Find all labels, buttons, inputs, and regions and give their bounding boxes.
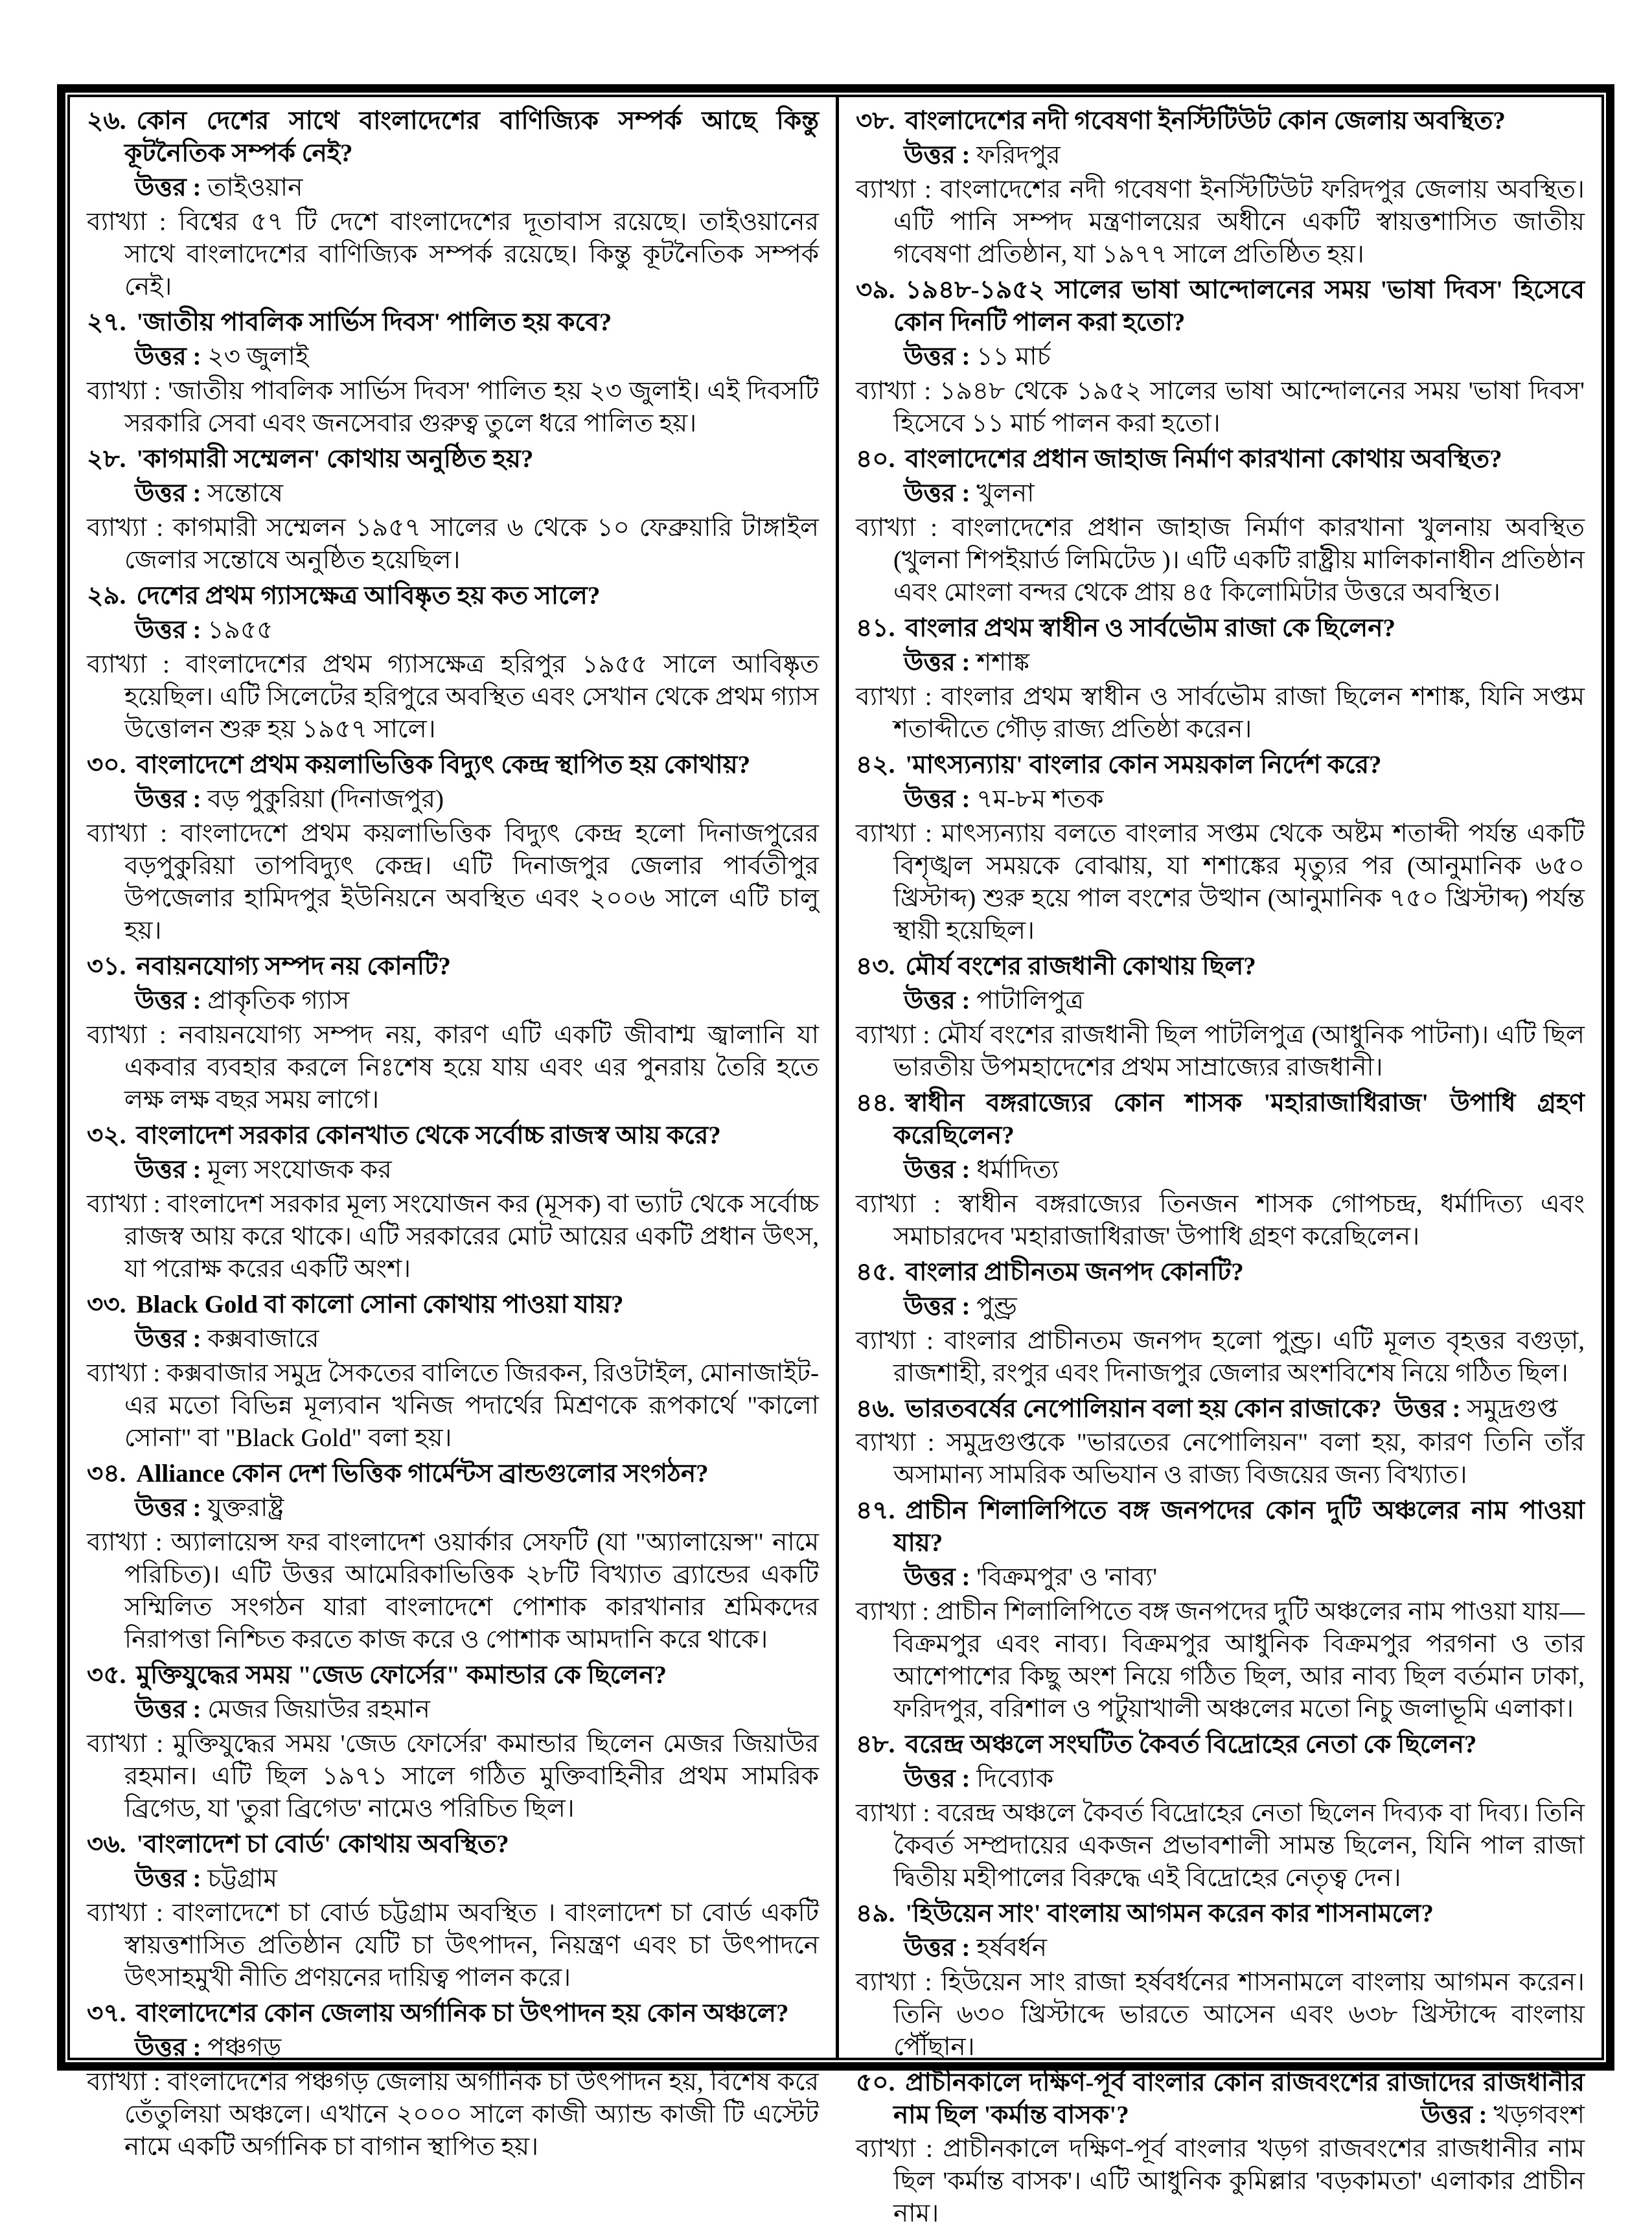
qa-item <box>856 274 1585 440</box>
explanation-line <box>87 2066 819 2163</box>
answer-label: উত্তর : <box>135 343 201 371</box>
answer-text: দিব্যোক <box>976 1765 1054 1793</box>
question-number: ৪৯. <box>856 1900 895 1927</box>
question-line <box>856 274 1585 339</box>
question-number: ৪৪. <box>856 1089 895 1117</box>
question-number: ৪০. <box>856 445 895 473</box>
answer-line <box>904 477 1585 510</box>
answer-inline <box>1394 1395 1557 1423</box>
explanation-line <box>87 1019 819 1116</box>
explanation-label: ব্যাখ্যা : <box>856 514 937 542</box>
answer-text: ফরিদপুর <box>976 141 1061 169</box>
explanation-text: ১৯৪৮ থেকে ১৯৫২ সালের ভাষা আন্দোলনের সময় 'ভাষা দিবস' হিসেবে ১১ মার্চ পালন করা হতো। <box>893 377 1585 437</box>
question-number: ৩১. <box>87 952 126 980</box>
qa-item <box>87 1659 819 1825</box>
explanation-text: বাংলাদেশের নদী গবেষণা ইনস্টিটিউট ফরিদপুর জেলায় অবস্থিত। এটি পানি সম্পদ মন্ত্রণালয়ের অধীনে একটি স্বায়ত্তশাসিত জাতীয় গবেষণা প্রতিষ্ঠান, যা ১৯৭৭ সালে প্রতিষ্ঠিত হয়। <box>893 176 1585 268</box>
explanation-line <box>87 818 819 947</box>
explanation-label: ব্যাখ্যা : <box>87 650 170 678</box>
question-text: বাংলাদেশের নদী গবেষণা ইনস্টিটিউট কোন জেলায় অবস্থিত? <box>905 107 1506 135</box>
answer-label: উত্তর : <box>135 1494 201 1522</box>
qa-item <box>87 950 819 1116</box>
answer-label: উত্তর : <box>904 479 970 507</box>
qa-item <box>87 1289 819 1454</box>
question-number: ৪৫. <box>856 1258 895 1286</box>
question-line <box>856 1729 1585 1761</box>
question-line <box>87 580 819 612</box>
question-text: 'বাংলাদেশ চা বোর্ড' কোথায় অবস্থিত? <box>136 1830 509 1858</box>
explanation-line <box>856 1325 1585 1390</box>
answer-text: ১১ মার্চ <box>976 343 1051 371</box>
explanation-line <box>87 1357 819 1454</box>
explanation-text: স্বাধীন বঙ্গরাজ্যের তিনজন শাসক গোপচন্দ্র, ধর্মাদিত্য এবং সমাচারদেব 'মহারাজাধিরাজ' উপাধি গ্রহণ করেছিলেন। <box>893 1190 1585 1250</box>
answer-line <box>135 985 819 1017</box>
answer-label: উত্তর : <box>135 174 201 201</box>
explanation-line <box>856 681 1585 746</box>
explanation-label: ব্যাখ্যা : <box>87 377 161 405</box>
answer-label: উত্তর : <box>135 1695 201 1723</box>
answer-line <box>904 783 1585 816</box>
answer-text: বড় পুকুরিয়া (দিনাজপুর) <box>207 785 444 813</box>
explanation-line <box>87 1526 819 1656</box>
explanation-label: ব্যাখ্যা : <box>856 683 932 711</box>
answer-label: উত্তর : <box>135 785 201 813</box>
answer-text: হর্ষবর্ধন <box>976 1934 1048 1962</box>
qa-item <box>87 1997 819 2163</box>
answer-label: উত্তর : <box>904 1765 970 1793</box>
explanation-text: মৌর্য বংশের রাজধানী ছিল পাটলিপুত্র (আধুনিক পাটনা)। এটি ছিল ভারতীয় উপমহাদেশের প্রথম সাম্রাজ্যের রাজধানী। <box>893 1021 1585 1081</box>
answer-text: ধর্মাদিত্য <box>976 1156 1059 1184</box>
explanation-label: ব্যাখ্যা : <box>856 2135 933 2163</box>
answer-text: ২৩ জুলাই <box>207 343 309 371</box>
page-border-frame <box>57 84 1614 2227</box>
column-right <box>836 97 1601 2227</box>
answer-label: উত্তর : <box>135 2034 201 2062</box>
explanation-line <box>856 512 1585 609</box>
question-text: 'মাৎস্যন্যায়' বাংলার কোন সময়কাল নির্দেশ করে? <box>905 751 1382 779</box>
question-line <box>87 1120 819 1152</box>
answer-text: যুক্তরাষ্ট্র <box>207 1494 284 1522</box>
question-line <box>856 749 1585 781</box>
question-line <box>856 2067 1585 2132</box>
question-text: বাংলাদেশ সরকার কোনখাত থেকে সর্বোচ্চ রাজস্ব আয় করে? <box>136 1121 721 1149</box>
explanation-line <box>87 375 819 440</box>
answer-line <box>135 1694 819 1726</box>
question-number: ৪৮. <box>856 1730 895 1758</box>
answer-label: উত্তর : <box>135 987 201 1015</box>
answer-text: মেজর জিয়াউর রহমান <box>207 1695 430 1723</box>
answer-line <box>135 2032 819 2064</box>
question-line <box>87 1458 819 1490</box>
explanation-text: কাগমারী সম্মেলন ১৯৫৭ সালের ৬ থেকে ১০ ফেব্রুয়ারি টাঙ্গাইল জেলার সন্তোষে অনুষ্ঠিত হয়েছিল। <box>124 514 819 574</box>
answer-text: পাটালিপুত্র <box>976 987 1084 1015</box>
answer-label: উত্তর : <box>904 987 970 1015</box>
question-line <box>856 612 1585 645</box>
answer-label: উত্তর : <box>904 141 970 169</box>
qa-item <box>87 443 819 577</box>
answer-text: ৭ম-৮ম শতক <box>976 785 1104 813</box>
answer-text: সমুদ্রগুপ্ত <box>1467 1395 1558 1423</box>
question-text: Black Gold বা কালো সোনা কোথায় পাওয়া যায়? <box>136 1291 624 1318</box>
answer-text: প্রাকৃতিক গ্যাস <box>207 987 350 1015</box>
answer-line <box>904 1291 1585 1323</box>
explanation-line <box>87 512 819 577</box>
explanation-text: বাংলাদেশে চা বোর্ড চট্টগ্রাম অবস্থিত । বাংলাদেশ চা বোর্ড একটি স্বায়ত্তশাসিত প্রতিষ্ঠান যেটি চা উৎপাদন, নিয়ন্ত্রণ এবং চা উৎপাদনে উৎসাহমুখী নীতি প্রণয়নের দায়িত্ব পালন করে। <box>124 1899 819 1992</box>
answer-line <box>904 341 1585 373</box>
question-line <box>87 1289 819 1321</box>
qa-item <box>856 1087 1585 1253</box>
explanation-text: বাংলাদেশের পঞ্চগড় জেলায় অর্গানিক চা উৎপাদন হয়, বিশেষ করে তেঁতুলিয়া অঞ্চলে। এখানে ২০০০ সালে কাজী অ্যান্ড কাজী টি এস্টেট নামে একটি অর্গানিক চা বাগান স্থাপিত হয়। <box>124 2068 819 2161</box>
qa-item <box>87 105 819 303</box>
answer-label: উত্তর : <box>1421 2101 1487 2129</box>
question-number: ২৭. <box>87 308 126 336</box>
qa-item <box>87 306 819 440</box>
question-number: ৩০. <box>87 751 126 779</box>
explanation-label: ব্যাখ্যা : <box>87 1021 166 1049</box>
page-inner-frame <box>67 95 1604 2227</box>
answer-line <box>135 1492 819 1524</box>
explanation-text: নবায়নযোগ্য সম্পদ নয়, কারণ এটি একটি জীবাশ্ম জ্বালানি যা একবার ব্যবহার করলে নিঃশেষ হয়ে যায় এবং এর পুনরায় তৈরি হতে লক্ষ লক্ষ বছর সময় লাগে। <box>124 1021 819 1114</box>
answer-line <box>904 139 1585 172</box>
question-text: দেশের প্রথম গ্যাসক্ষেত্র আবিষ্কৃত হয় কত সালে? <box>136 582 601 610</box>
answer-line <box>135 1154 819 1186</box>
answer-line <box>135 1323 819 1355</box>
qa-item <box>856 950 1585 1084</box>
question-line <box>856 1393 1585 1425</box>
explanation-line <box>87 206 819 303</box>
explanation-label: ব্যাখ্যা : <box>87 1730 164 1758</box>
explanation-label: ব্যাখ্যা : <box>87 1899 163 1927</box>
question-number: ৪১. <box>856 614 895 642</box>
answer-line <box>135 477 819 510</box>
explanation-text: হিউয়েন সাং রাজা হর্ষবর্ধনের শাসনামলে বাংলায় আগমন করেন। তিনি ৬৩০ খ্রিস্টাব্দে ভারতে আসেন এবং ৬৩৮ খ্রিস্টাব্দে বাংলায় পৌঁছান। <box>893 1968 1585 2061</box>
question-line <box>87 749 819 781</box>
qa-item <box>87 580 819 746</box>
question-number: ৩২. <box>87 1121 126 1149</box>
question-text: Alliance কোন দেশ ভিত্তিক গার্মেন্টস ব্রান্ডগুলোর সংগঠন? <box>136 1460 709 1488</box>
explanation-label: ব্যাখ্যা : <box>87 1528 163 1556</box>
question-number: ৩৭. <box>87 1999 126 2027</box>
answer-right <box>1421 2099 1585 2132</box>
answer-label: উত্তর : <box>904 649 970 676</box>
answer-line <box>135 172 819 204</box>
explanation-label: ব্যাখ্যা : <box>856 377 932 405</box>
question-line <box>856 1256 1585 1289</box>
answer-text: খড়গবংশ <box>1493 2101 1585 2129</box>
explanation-text: বাংলাদেশের প্রথম গ্যাসক্ষেত্র হরিপুর ১৯৫৫ সালে আবিষ্কৃত হয়েছিল। এটি সিলেটের হরিপুরে অবস্থিত এবং সেখান থেকে প্রথম গ্যাস উত্তোলন শুরু হয় ১৯৫৭ সালে। <box>124 650 819 743</box>
explanation-label: ব্যাখ্যা : <box>87 514 164 542</box>
question-line <box>856 1898 1585 1930</box>
explanation-label: ব্যাখ্যা : <box>87 208 166 236</box>
answer-line <box>904 985 1585 1017</box>
question-line <box>87 950 819 983</box>
answer-line <box>904 647 1585 679</box>
qa-item <box>856 2067 1585 2230</box>
question-line <box>87 443 819 476</box>
answer-line <box>904 1154 1585 1186</box>
qa-item <box>856 1729 1585 1894</box>
column-left <box>70 97 836 2161</box>
qa-item <box>856 1393 1585 1491</box>
question-text: বাংলাদেশে প্রথম কয়লাভিত্তিক বিদ্যুৎ কেন্দ্র স্থাপিত হয় কোথায়? <box>136 751 751 779</box>
explanation-line <box>856 1019 1585 1084</box>
answer-text: পুণ্ড্র <box>976 1293 1017 1320</box>
two-column-layout <box>70 97 1601 2227</box>
question-number: ৩৫. <box>87 1661 126 1689</box>
explanation-text: বাংলার প্রথম স্বাধীন ও সার্বভৌম রাজা ছিলেন শশাঙ্ক, যিনি সপ্তম শতাব্দীতে গৌড় রাজ্য প্রতিষ্ঠা করেন। <box>893 683 1585 743</box>
qa-item <box>856 749 1585 947</box>
explanation-line <box>856 1427 1585 1491</box>
question-number: ৪৩. <box>856 952 895 980</box>
question-number: ৪২. <box>856 751 895 779</box>
answer-line <box>904 1932 1585 1964</box>
question-number: ৪৬. <box>856 1395 895 1423</box>
explanation-text: প্রাচীনকালে দক্ষিণ-পূর্ব বাংলার খড়গ রাজবংশের রাজধানীর নাম ছিল 'কর্মান্ত বাসক'। এটি আধুনিক কুমিল্লার 'বড়কামতা' এলাকার প্রাচীন নাম। <box>893 2135 1585 2227</box>
qa-item <box>87 1120 819 1285</box>
explanation-label: ব্যাখ্যা : <box>856 1429 935 1456</box>
qa-item <box>87 749 819 947</box>
explanation-line <box>856 1966 1585 2063</box>
explanation-line <box>856 375 1585 440</box>
explanation-line <box>856 1797 1585 1894</box>
answer-label: উত্তর : <box>904 1934 970 1962</box>
explanation-text: সমুদ্রগুপ্তকে "ভারতের নেপোলিয়ন" বলা হয়, কারণ তিনি তাঁর অসামান্য সামরিক অভিযান ও রাজ্য বিজয়ের জন্য বিখ্যাত। <box>893 1429 1585 1489</box>
explanation-text: বাংলাদেশে প্রথম কয়লাভিত্তিক বিদ্যুৎ কেন্দ্র হলো দিনাজপুরের বড়পুকুরিয়া তাপবিদ্যুৎ কেন্দ্র। এটি দিনাজপুর জেলার পার্বতীপুর উপজেলার হামিদপুর ইউনিয়নে অবস্থিত এবং ২০০৬ সালে এটি চালু হয়। <box>124 820 819 945</box>
question-text: মৌর্য বংশের রাজধানী কোথায় ছিল? <box>905 952 1256 980</box>
explanation-text: বাংলাদেশ সরকার মূল্য সংযোজন কর (মূসক) বা ভ্যাট থেকে সর্বোচ্চ রাজস্ব আয় করে থাকে। এটি সরকারের মোট আয়ের একটি প্রধান উৎস, যা পরোক্ষ করের একটি অংশ। <box>124 1190 820 1283</box>
question-number: ৫০. <box>856 2069 895 2097</box>
qa-item <box>856 1495 1585 1725</box>
question-number: ৩৩. <box>87 1291 126 1318</box>
answer-text: কক্সবাজারে <box>207 1325 319 1353</box>
answer-line <box>904 1561 1585 1594</box>
explanation-text: মুক্তিযুদ্ধের সময় 'জেড ফোর্সের' কমান্ডার ছিলেন মেজর জিয়াউর রহমান। এটি ছিল ১৯৭১ সালে গঠিত মুক্তিবাহিনীর প্রথম সামরিক ব্রিগেড, যা 'তুরা ব্রিগেড' নামেও পরিচিত ছিল। <box>124 1730 820 1822</box>
question-line <box>87 1659 819 1692</box>
explanation-label: ব্যাখ্যা : <box>856 1021 930 1049</box>
explanation-label: ব্যাখ্যা : <box>87 1190 161 1218</box>
question-text: প্রাচীনকালে দক্ষিণ-পূর্ব বাংলার কোন রাজবংশের রাজাদের রাজধানীর নাম ছিল 'কর্মান্ত বাসক'? <box>893 2069 1585 2129</box>
answer-label: উত্তর : <box>135 1325 201 1353</box>
explanation-label: ব্যাখ্যা : <box>87 1359 161 1387</box>
question-number: ২৬. <box>87 107 126 135</box>
question-text: বাংলাদেশের প্রধান জাহাজ নির্মাণ কারখানা কোথায় অবস্থিত? <box>905 445 1502 473</box>
explanation-label: ব্যাখ্যা : <box>856 1598 930 1626</box>
question-text: বাংলার প্রাচীনতম জনপদ কোনটি? <box>905 1258 1244 1286</box>
answer-text: চট্টগ্রাম <box>207 1865 278 1892</box>
answer-text: তাইওয়ান <box>207 174 303 201</box>
answer-line <box>135 341 819 373</box>
question-text: ভারতবর্ষের নেপোলিয়ান বলা হয় কোন রাজাকে? <box>905 1395 1382 1423</box>
explanation-text: মাৎস্যন্যায় বলতে বাংলার সপ্তম থেকে অষ্টম শতাব্দী পর্যন্ত একটি বিশৃঙ্খল সময়কে বোঝায়, যা শশাঙ্কের মৃত্যুর পর (আনুমানিক ৬৫০ খ্রিস্টাব্দ) শুরু হয়ে পাল বংশের উত্থান (আনুমানিক ৭৫০ খ্রিস্টাব্দ) পর্যন্ত স্থায়ী হয়েছিল। <box>893 820 1585 945</box>
question-line <box>87 105 819 170</box>
question-line <box>87 1997 819 2030</box>
question-text: নবায়নযোগ্য সম্পদ নয় কোনটি? <box>136 952 451 980</box>
question-text: স্বাধীন বঙ্গরাজ্যের কোন শাসক 'মহারাজাধিরাজ' উপাধি গ্রহণ করেছিলেন? <box>893 1089 1585 1149</box>
question-number: ২৯. <box>87 582 126 610</box>
qa-item <box>87 1828 819 1994</box>
answer-label: উত্তর : <box>904 1156 970 1184</box>
question-text: প্রাচীন শিলালিপিতে বঙ্গ জনপদের কোন দুটি অঞ্চলের নাম পাওয়া যায়? <box>893 1497 1585 1557</box>
question-line <box>87 1828 819 1861</box>
answer-text: খুলনা <box>976 479 1035 507</box>
question-text: 'কাগমারী সম্মেলন' কোথায় অনুষ্ঠিত হয়? <box>136 445 534 473</box>
explanation-text: বাংলাদেশের প্রধান জাহাজ নির্মাণ কারখানা খুলনায় অবস্থিত (খুলনা শিপইয়ার্ড লিমিটেড )। এটি একটি রাষ্ট্রীয় মালিকানাধীন প্রতিষ্ঠান এবং মোংলা বন্দর থেকে প্রায় ৪৫ কিলোমিটার উত্তরে অবস্থিত। <box>893 514 1585 606</box>
explanation-line <box>856 2133 1585 2230</box>
explanation-label: ব্যাখ্যা : <box>856 820 932 847</box>
question-text: মুক্তিযুদ্ধের সময় "জেড ফোর্সের" কমান্ডার কে ছিলেন? <box>136 1661 667 1689</box>
answer-text: পঞ্চগড় <box>207 2034 282 2062</box>
question-text: বাংলাদেশের কোন জেলায় অর্গানিক চা উৎপাদন হয় কোন অঞ্চলে? <box>136 1999 789 2027</box>
answer-line <box>135 783 819 816</box>
question-number: ৩৪. <box>87 1460 126 1488</box>
question-line <box>856 443 1585 476</box>
answer-line <box>904 1763 1585 1795</box>
question-line <box>87 306 819 339</box>
qa-item <box>856 612 1585 746</box>
qa-item <box>856 443 1585 609</box>
explanation-text: অ্যালায়েন্স ফর বাংলাদেশ ওয়ার্কার সেফটি (যা "অ্যালায়েন্স" নামে পরিচিত)। এটি উত্তর আমেরিকাভিত্তিক ২৮টি বিখ্যাত ব্র্যান্ডের একটি সম্মিলিত সংগঠন যারা বাংলাদেশে পোশাক কারখানার শ্রমিকদের নিরাপত্তা নিশ্চিত করতে কাজ করে ও পোশাক আমদানি করে থাকে। <box>124 1528 819 1653</box>
explanation-line <box>87 649 819 746</box>
question-text: ১৯৪৮-১৯৫২ সালের ভাষা আন্দোলনের সময় 'ভাষা দিবস' হিসেবে কোন দিনটি পালন করা হতো? <box>893 276 1585 336</box>
answer-label: উত্তর : <box>904 343 970 371</box>
answer-label: উত্তর : <box>135 1156 201 1184</box>
answer-label: উত্তর : <box>135 1865 201 1892</box>
question-text: 'হিউয়েন সাং' বাংলায় আগমন করেন কার শাসনামলে? <box>905 1900 1434 1927</box>
question-text: বরেন্দ্র অঞ্চলে সংঘটিত কৈবর্ত বিদ্রোহের নেতা কে ছিলেন? <box>905 1730 1477 1758</box>
qa-item <box>856 105 1585 271</box>
answer-label: উত্তর : <box>135 616 201 644</box>
answer-text: মূল্য সংযোজক কর <box>207 1156 392 1184</box>
explanation-line <box>87 1188 819 1285</box>
answer-label: উত্তর : <box>904 785 970 813</box>
question-number: ৪৭. <box>856 1497 895 1524</box>
answer-line <box>135 1863 819 1895</box>
explanation-text: প্রাচীন শিলালিপিতে বঙ্গ জনপদের দুটি অঞ্চলের নাম পাওয়া যায়— বিক্রমপুর এবং নাব্য। বিক্রমপুর আধুনিক বিক্রমপুর পরগনা ও তার আশেপাশের কিছু অংশ নিয়ে গঠিত ছিল, আর নাব্য ছিল বর্তমান ঢাকা, ফরিদপুর, বরিশাল ও পটুয়াখালী অঞ্চলের মতো নিচু জলাভূমি এলাকা। <box>893 1598 1585 1723</box>
question-number: ৩৯. <box>856 276 895 304</box>
question-line <box>856 1087 1585 1152</box>
explanation-label: ব্যাখ্যা : <box>87 2068 161 2096</box>
explanation-line <box>856 818 1585 947</box>
qa-item <box>856 1256 1585 1390</box>
question-line <box>856 105 1585 137</box>
explanation-label: ব্যাখ্যা : <box>856 176 932 203</box>
explanation-line <box>856 1188 1585 1253</box>
explanation-text: 'জাতীয় পাবলিক সার্ভিস দিবস' পালিত হয় ২৩ জুলাই। এই দিবসটি সরকারি সেবা এবং জনসেবার গুরুত্ব তুলে ধরে পালিত হয়। <box>124 377 819 437</box>
question-number: ৩৮. <box>856 107 895 135</box>
answer-text: সন্তোষে <box>207 479 284 507</box>
answer-text: ১৯৫৫ <box>207 616 273 644</box>
answer-line <box>135 614 819 647</box>
explanation-text: বাংলার প্রাচীনতম জনপদ হলো পুণ্ড্র। এটি মূলত বৃহত্তর বগুড়া, রাজশাহী, রংপুর এবং দিনাজপুর জেলার অংশবিশেষ নিয়ে গঠিত ছিল। <box>893 1327 1585 1387</box>
question-line <box>856 950 1585 983</box>
qa-item <box>87 1458 819 1656</box>
qa-item <box>856 1898 1585 2063</box>
question-text: বাংলার প্রথম স্বাধীন ও সার্বভৌম রাজা কে ছিলেন? <box>905 614 1396 642</box>
answer-text: শশাঙ্ক <box>976 649 1030 676</box>
question-text: কোন দেশের সাথে বাংলাদেশের বাণিজ্যিক সম্পর্ক আছে কিন্তু কূটনৈতিক সম্পর্ক নেই? <box>124 107 819 167</box>
question-line <box>856 1495 1585 1559</box>
question-text: 'জাতীয় পাবলিক সার্ভিস দিবস' পালিত হয় কবে? <box>136 308 612 336</box>
explanation-line <box>856 174 1585 271</box>
explanation-label: ব্যাখ্যা : <box>856 1327 934 1355</box>
explanation-line <box>87 1728 819 1825</box>
answer-label: উত্তর : <box>1394 1395 1461 1423</box>
explanation-line <box>87 1897 819 1994</box>
answer-text: 'বিক্রমপুর' ও 'নাব্য' <box>976 1563 1158 1591</box>
answer-label: উত্তর : <box>904 1563 970 1591</box>
explanation-label: ব্যাখ্যা : <box>856 1190 941 1218</box>
explanation-label: ব্যাখ্যা : <box>856 1968 932 1996</box>
question-number: ৩৬. <box>87 1830 126 1858</box>
answer-label: উত্তর : <box>135 479 201 507</box>
explanation-label: ব্যাখ্যা : <box>87 820 168 847</box>
explanation-text: বরেন্দ্র অঞ্চলে কৈবর্ত বিদ্রোহের নেতা ছিলেন দিব্যক বা দিব্য। তিনি কৈবর্ত সম্প্রদায়ের একজন প্রভাবশালী সামন্ত ছিলেন, যিনি পাল রাজা দ্বিতীয় মহীপালের বিরুদ্ধে এই বিদ্রোহের নেতৃত্ব দেন। <box>893 1799 1585 1892</box>
explanation-line <box>856 1596 1585 1725</box>
explanation-text: বিশ্বের ৫৭ টি দেশে বাংলাদেশের দূতাবাস রয়েছে। তাইওয়ানের সাথে বাংলাদেশের বাণিজ্যিক সম্পর্ক রয়েছে। কিন্তু কূটনৈতিক সম্পর্ক নেই। <box>124 208 819 301</box>
explanation-label: ব্যাখ্যা : <box>856 1799 930 1827</box>
answer-label: উত্তর : <box>904 1293 970 1320</box>
question-number: ২৮. <box>87 445 126 473</box>
explanation-text: কক্সবাজার সমুদ্র সৈকতের বালিতে জিরকন, রিওটাইল, মোনাজাইট-এর মতো বিভিন্ন মূল্যবান খনিজ পদার্থের মিশ্রণকে রূপকার্থে "কালো সোনা" বা "Black Gold" বলা হয়। <box>124 1359 820 1452</box>
